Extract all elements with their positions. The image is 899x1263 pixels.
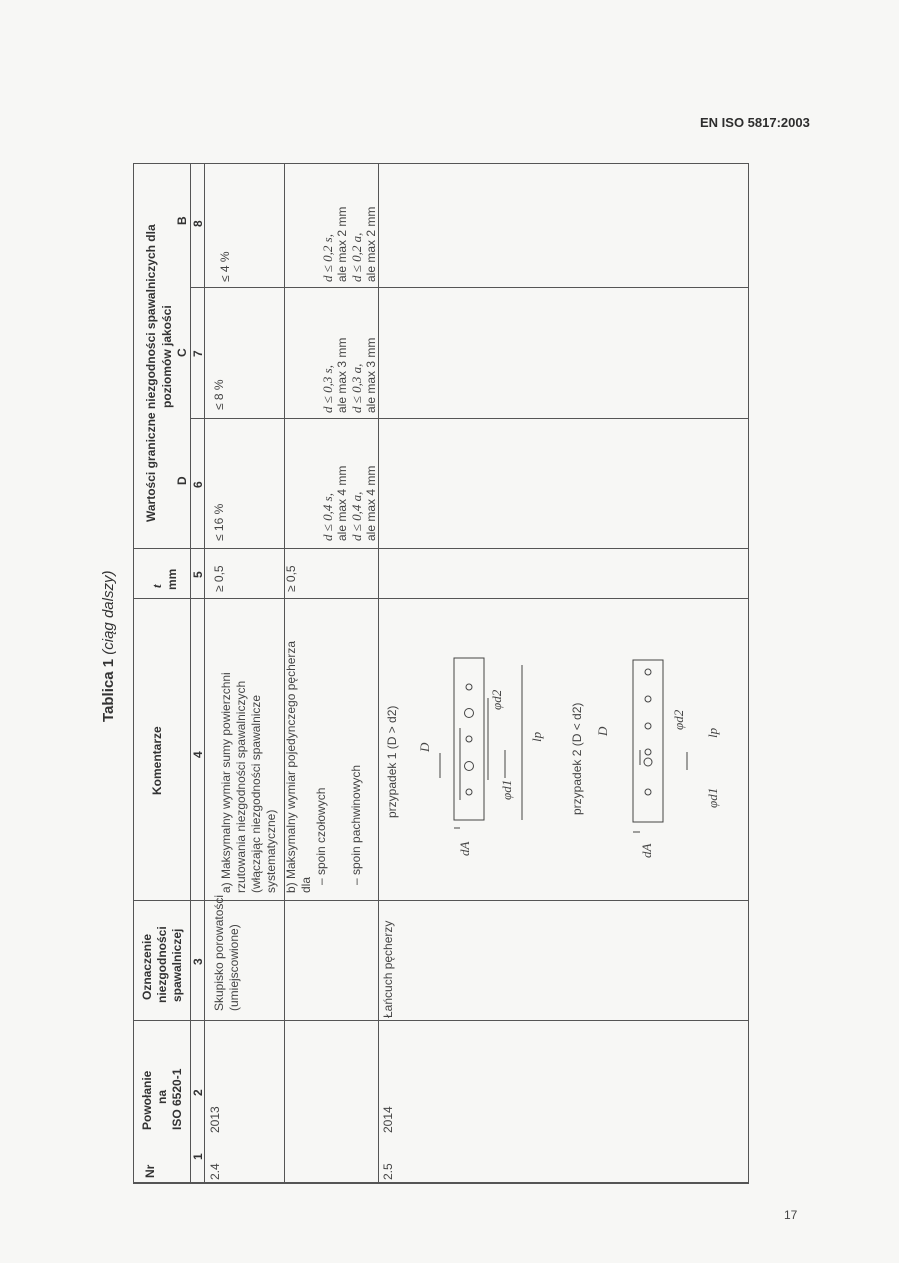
fig2-d2-label: φd2: [671, 709, 686, 730]
fig1-D-label: D: [417, 742, 432, 752]
value-C: d ≤ 0,3 a,: [349, 363, 364, 413]
header-comments: Komentarze: [150, 726, 164, 795]
row-nr: 2.5: [381, 1163, 395, 1180]
header-ref-l1: Powołanie: [140, 1070, 154, 1130]
grid-line: [133, 598, 749, 599]
comment-b-butt: – spoin czołowych: [314, 787, 328, 885]
value-C: ≤ 8 %: [212, 379, 226, 410]
value-C: ale max 3 mm: [364, 337, 378, 413]
header-name-l1: Oznaczenie: [140, 933, 154, 1000]
standard-header: EN ISO 5817:2003: [700, 115, 810, 130]
fig1-lp-label: lp: [529, 731, 544, 742]
fig1-dA-label: dA: [457, 841, 472, 856]
value-D: d ≤ 0,4 a,: [349, 491, 364, 541]
fig2-d1-label: φd1: [705, 787, 720, 808]
colnum-3: 3: [191, 958, 205, 965]
value-C: ale max 3 mm: [335, 337, 349, 413]
header-level-D: D: [175, 476, 189, 485]
comment-b-fillet: – spoin pachwinowych: [349, 764, 363, 885]
case1-label: przypadek 1 (D > d2): [385, 705, 399, 818]
colnum-1: 1: [191, 1153, 205, 1160]
grid-line: [204, 163, 205, 1183]
grid-line: [190, 418, 749, 419]
comment-a: systematyczne): [264, 809, 278, 893]
header-nr: Nr: [143, 1164, 157, 1178]
header-name-l2: niezgodności: [155, 926, 169, 1003]
header-level-C: C: [175, 348, 189, 357]
grid-line: [190, 163, 191, 1183]
colnum-2: 2: [191, 1089, 205, 1096]
case2-label: przypadek 2 (D < d2): [570, 702, 584, 815]
value-D: ≤ 16 %: [212, 503, 226, 541]
header-t-symbol: t: [149, 584, 164, 588]
header-name-l3: spawalniczej: [170, 928, 184, 1002]
colnum-6: 6: [191, 481, 205, 488]
colnum-8: 8: [191, 220, 205, 227]
header-limits-l2: poziomów jakości: [160, 305, 174, 408]
row-nr: 2.4: [208, 1163, 222, 1180]
value-t: ≥ 0,5: [284, 565, 298, 592]
pore-chain-figure-1: [417, 640, 530, 850]
header-level-B: B: [175, 216, 189, 225]
value-t: ≥ 0,5: [212, 565, 226, 592]
header-limits-l1: Wartości graniczne niezgodności spawalniczych dla: [144, 224, 158, 522]
caption-title: Tablica 1: [100, 658, 117, 722]
caption-continued: (ciąg dalszy): [100, 570, 117, 655]
row-defect-name: Skupisko porowatości: [212, 894, 226, 1011]
value-B: ≤ 4 %: [218, 251, 232, 282]
comment-b: dla: [299, 876, 313, 893]
value-D: ale max 4 mm: [364, 465, 378, 541]
page-number: 17: [784, 1208, 798, 1222]
grid-line: [378, 163, 379, 1183]
fig2-lp-label: lp: [705, 727, 720, 738]
header-t: [150, 584, 164, 588]
grid-line: [190, 287, 749, 288]
fig2-D-label: D: [595, 726, 610, 736]
table-caption: [100, 570, 120, 722]
value-B: d ≤ 0,2 s,: [320, 234, 335, 282]
row-defect-name: (umiejscowione): [227, 924, 241, 1011]
header-t-unit: mm: [165, 568, 179, 590]
fig1-d2-label: φd2: [489, 689, 504, 710]
comment-b: b) Maksymalny wymiar pojedynczego pęcherza: [284, 640, 298, 893]
value-B: d ≤ 0,2 a,: [349, 232, 364, 282]
row-ref: 2013: [208, 1106, 222, 1133]
grid-line: [133, 1020, 749, 1021]
grid-line: [133, 1183, 749, 1184]
comment-a: (włączając niezgodności spawalnicze: [249, 694, 263, 893]
colnum-5: 5: [191, 571, 205, 578]
value-D: d ≤ 0,4 s,: [320, 493, 335, 541]
colnum-4: 4: [191, 751, 205, 758]
value-D: ale max 4 mm: [335, 465, 349, 541]
colnum-7: 7: [191, 350, 205, 357]
value-B: ale max 2 mm: [335, 206, 349, 282]
pore-chain-figure-2: [600, 640, 710, 855]
header-ref-l3: ISO 6520-1: [170, 1068, 184, 1130]
value-B: ale max 2 mm: [364, 206, 378, 282]
comment-a: rzutowania niezgodności spawalniczych: [234, 680, 248, 893]
grid-line: [133, 548, 749, 549]
fig2-dA-label: dA: [639, 843, 654, 858]
value-C: d ≤ 0,3 s,: [320, 365, 335, 413]
row-defect-name: Łańcuch pęcherzy: [381, 920, 395, 1018]
row-ref: 2014: [381, 1106, 395, 1133]
header-ref-l2: na: [155, 1089, 169, 1104]
fig1-d1-label: φd1: [499, 779, 514, 800]
comment-a: a) Maksymalny wymiar sumy powierzchni: [219, 672, 233, 893]
